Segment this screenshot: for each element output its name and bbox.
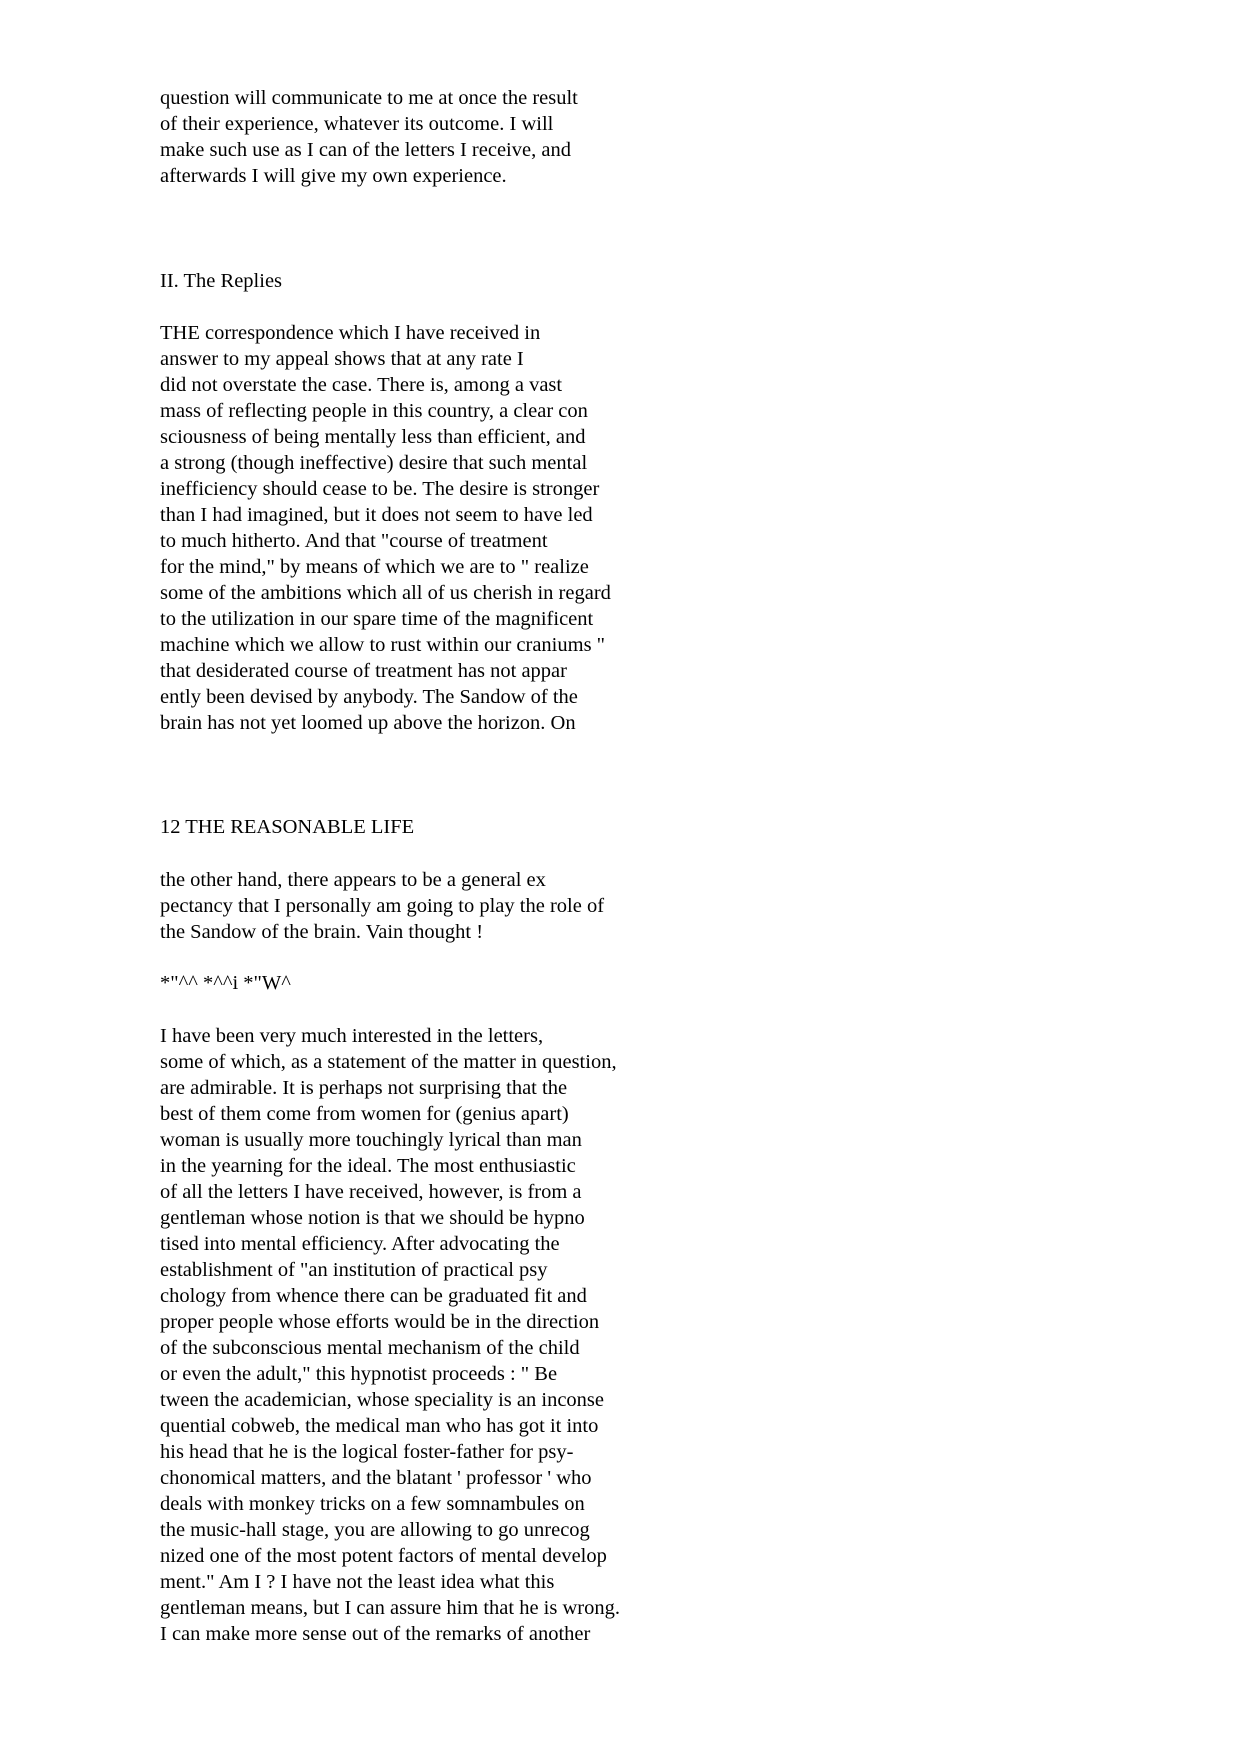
text-line: in the yearning for the ideal. The most enthusiastic	[160, 1155, 576, 1177]
text-line: are admirable. It is perhaps not surprising that the	[160, 1077, 568, 1099]
text-line: quential cobweb, the medical man who has got it into	[160, 1415, 599, 1437]
text-line: gentleman means, but I can assure him that he is wrong.	[160, 1597, 620, 1619]
text-line: pectancy that I personally am going to play the role of	[160, 895, 605, 917]
text-line: the music-hall stage, you are allowing to go unrecog	[160, 1519, 590, 1541]
ornament	[160, 970, 291, 996]
paragraph-correspondence	[160, 320, 611, 736]
text-line: of their experience, whatever its outcome. I will	[160, 113, 554, 135]
text-line: proper people whose efforts would be in the direction	[160, 1311, 600, 1333]
section-heading-text: II. The Replies	[160, 270, 283, 292]
text-line: his head that he is the logical foster-father for psy-	[160, 1441, 574, 1463]
text-line: gentleman whose notion is that we should be hypno	[160, 1207, 585, 1229]
text-line: a strong (though ineffective) desire that such mental	[160, 452, 588, 474]
text-line: ently been devised by anybody. The Sandow of the	[160, 686, 578, 708]
intro-paragraph	[160, 85, 578, 189]
text-line: sciousness of being mentally less than efficient, and	[160, 426, 586, 448]
text-line: I can make more sense out of the remarks of another	[160, 1623, 591, 1645]
text-line: to much hitherto. And that "course of treatment	[160, 530, 548, 552]
text-line: chonomical matters, and the blatant ' professor ' who	[160, 1467, 592, 1489]
text-line: for the mind," by means of which we are to " realize	[160, 556, 589, 578]
section-heading	[160, 268, 282, 294]
paragraph-letters	[160, 1023, 620, 1647]
text-line: of the subconscious mental mechanism of the child	[160, 1337, 580, 1359]
text-line: some of which, as a statement of the matter in question,	[160, 1051, 617, 1073]
text-line: or even the adult," this hypnotist proceeds : " Be	[160, 1363, 558, 1385]
ornament-text: *"^^ *^^i *"W^	[160, 972, 291, 994]
text-line: of all the letters I have received, however, is from a	[160, 1181, 582, 1203]
text-line: ment." Am I ? I have not the least idea what this	[160, 1571, 555, 1593]
text-line: woman is usually more touchingly lyrical than man	[160, 1129, 582, 1151]
text-line: than I had imagined, but it does not seem to have led	[160, 504, 593, 526]
running-header-text: 12 THE REASONABLE LIFE	[160, 816, 415, 838]
text-line: tween the academician, whose speciality is an inconse	[160, 1389, 605, 1411]
text-line: answer to my appeal shows that at any rate I	[160, 348, 524, 370]
text-line: to the utilization in our spare time of the magnificent	[160, 608, 594, 630]
text-line: did not overstate the case. There is, among a vast	[160, 374, 563, 396]
text-line: the Sandow of the brain. Vain thought !	[160, 921, 484, 943]
text-line: make such use as I can of the letters I receive, and	[160, 139, 571, 161]
text-line: inefficiency should cease to be. The desire is stronger	[160, 478, 600, 500]
text-line: question will communicate to me at once the result	[160, 87, 578, 109]
text-line: brain has not yet loomed up above the horizon. On	[160, 712, 576, 734]
text-line: afterwards I will give my own experience.	[160, 165, 507, 187]
text-line: tised into mental efficiency. After advocating the	[160, 1233, 560, 1255]
paragraph-continuation	[160, 867, 604, 945]
text-line: I have been very much interested in the letters,	[160, 1025, 544, 1047]
text-line: THE correspondence which I have received in	[160, 322, 541, 344]
text-line: the other hand, there appears to be a general ex	[160, 869, 546, 891]
text-line: some of the ambitions which all of us cherish in regard	[160, 582, 611, 604]
text-line: nized one of the most potent factors of mental develop	[160, 1545, 607, 1567]
text-line: that desiderated course of treatment has not appar	[160, 660, 567, 682]
text-line: machine which we allow to rust within our craniums "	[160, 634, 606, 656]
text-line: mass of reflecting people in this country, a clear con	[160, 400, 588, 422]
running-header	[160, 814, 414, 840]
text-line: establishment of "an institution of practical psy	[160, 1259, 548, 1281]
text-line: chology from whence there can be graduated fit and	[160, 1285, 587, 1307]
text-line: best of them come from women for (genius apart)	[160, 1103, 569, 1125]
text-line: deals with monkey tricks on a few somnambules on	[160, 1493, 585, 1515]
